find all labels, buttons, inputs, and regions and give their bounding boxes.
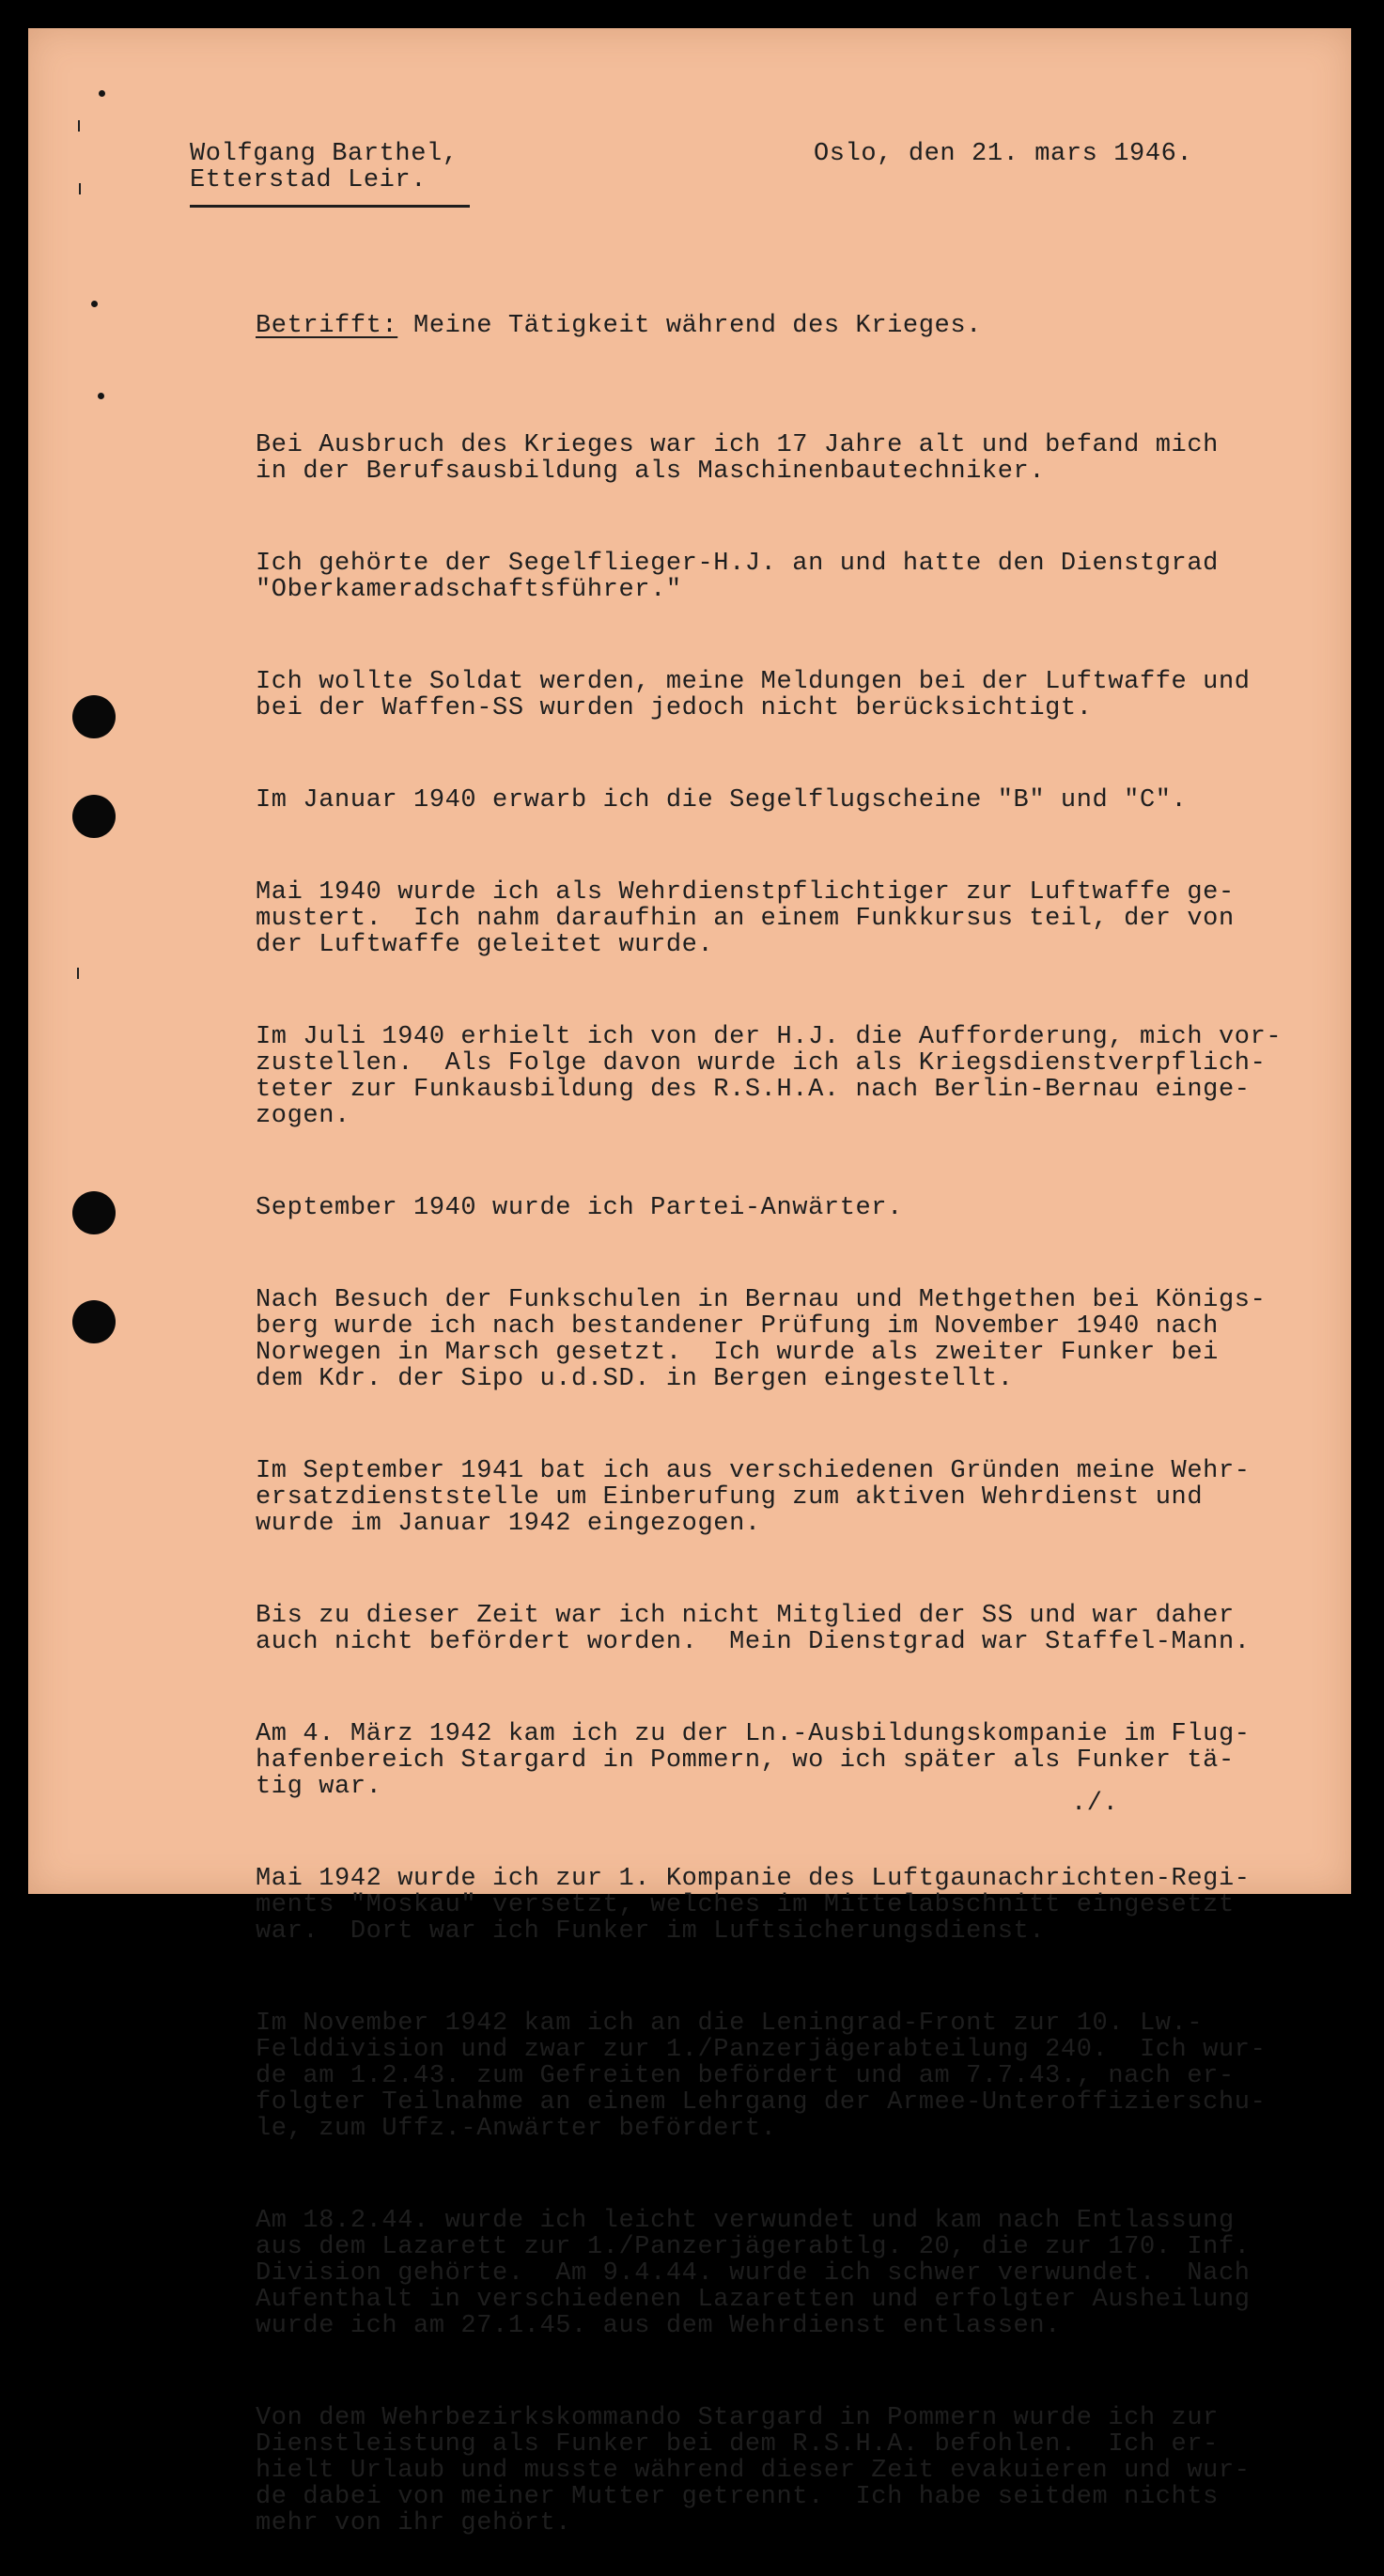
margin-speck (79, 183, 81, 194)
paragraph: Von dem Wehrbezirkskommando Stargard in Pommern wurde ich zur Dienstleistung als Funker bei dem R.S.H.A. befohlen. Ich er- hielt Urlaub und musste während dieser Zeit evakuieren und wur- de dabei von meiner Mutter getrennt. Ich habe seitdem nichts mehr von ihr gehört. (256, 2404, 1251, 2537)
paragraph: Mai 1940 wurde ich als Wehrdienstpflichtiger zur Luftwaffe ge- mustert. Ich nahm daraufhin an einem Funkkursus teil, der von der Luftwaffe geleitet wurde. (256, 878, 1235, 959)
subject-label: Betrifft: (256, 312, 398, 340)
margin-speck (99, 90, 105, 97)
paragraph: Bis zu dieser Zeit war ich nicht Mitglied der SS und war daher auch nicht befördert worden. Mein Dienstgrad war Staffel-Mann. (256, 1602, 1251, 1656)
letter-body (256, 380, 1282, 2576)
paragraph: Am 18.2.44. wurde ich leicht verwundet und kam nach Entlassung aus dem Lazarett zur 1./Panzerjägerabtlg. 20, die zur 170. Inf. Division gehörte. Am 9.4.44. wurde ich schwer verwundet. Nach Aufenthalt in verschiedenen Lazaretten und erfolgter Ausheilung wurde ich am 27.1.45. aus dem Wehrdienst entlassen. (256, 2207, 1251, 2340)
margin-speck (98, 393, 104, 399)
margin-speck (91, 301, 98, 307)
sender-address: Etterstad Leir. (190, 166, 428, 194)
paragraph: Im September 1941 bat ich aus verschiedenen Gründen meine Wehr- ersatzdienststelle um Einberufung zum aktiven Wehrdienst und wurde im Januar 1942 eingezogen. (256, 1457, 1251, 1538)
paragraph: Ich wollte Soldat werden, meine Meldungen bei der Luftwaffe und bei der Waffen-SS wurden jedoch nicht berücksichtigt. (256, 668, 1251, 722)
subject-line (256, 313, 982, 339)
paragraph: Im Juli 1940 erhielt ich von der H.J. die Aufforderung, mich vor- zustellen. Als Folge davon wurde ich als Kriegsdienstverpflich- teter zur Funkausbildung des R.S.H.A. nach Berlin-Bernau einge- zogen. (256, 1023, 1283, 1130)
punch-hole (72, 795, 116, 838)
paragraph: Nach Besuch der Funkschulen in Bernau und Methgethen bei Königs- berg wurde ich nach bestandener Prüfung im November 1940 nach Norwegen in Marsch gesetzt. Ich wurde als zweiter Funker bei dem Kdr. der Sipo u.d.SD. in Bergen eingestellt. (256, 1286, 1267, 1393)
paragraph: Im November 1942 kam ich an die Leningrad-Front zur 10. Lw.- Felddivision und zwar zur 1./Panzerjägerabteilung 240. Ich wur- de am 1.2.43. zum Gefreiten befördert und am 7.7.43., nach er- folgter Teilnahme an einem Lehrgang der Armee-Unteroffizierschu- le, zum Uffz.-Anwärter befördert. (256, 2010, 1267, 2143)
paragraph: Bei Ausbruch des Krieges war ich 17 Jahre alt und befand mich in der Berufsausbildung als Maschinenbautechniker. (256, 431, 1219, 486)
paragraph: Am 4. März 1942 kam ich zu der Ln.-Ausbildungskompanie im Flug- hafenbereich Stargard in Pommern, wo ich später als Funker tä- tig war. (256, 1720, 1251, 1801)
sender-block (190, 141, 459, 194)
subject-text: Meine Tätigkeit während des Krieges. (397, 312, 982, 340)
continuation-mark: ./. (1071, 1790, 1119, 1818)
paragraph: Im Januar 1940 erwarb ich die Segelflugscheine "B" und "C". (256, 786, 1188, 815)
paragraph: Ich gehörte der Segelflieger-H.J. an und hatte den Dienstgrad "Oberkameradschaftsführer." (256, 550, 1219, 604)
margin-speck (78, 120, 80, 132)
punch-hole (72, 695, 116, 738)
sender-name: Wolfgang Barthel, (190, 140, 459, 168)
margin-speck (77, 968, 79, 979)
sender-underline (190, 205, 470, 208)
paragraph: September 1940 wurde ich Partei-Anwärter. (256, 1194, 903, 1222)
punch-hole (72, 1191, 116, 1234)
paragraph: Mai 1942 wurde ich zur 1. Kompanie des Luftgaunachrichten-Regi- ments "Moskau" versetzt, welches im Mittelabschnitt eingesetzt war. Dort war ich Funker im Luftsicherungsdienst. (256, 1865, 1251, 1946)
punch-hole (72, 1300, 116, 1343)
date-line: Oslo, den 21. mars 1946. (814, 140, 1193, 168)
